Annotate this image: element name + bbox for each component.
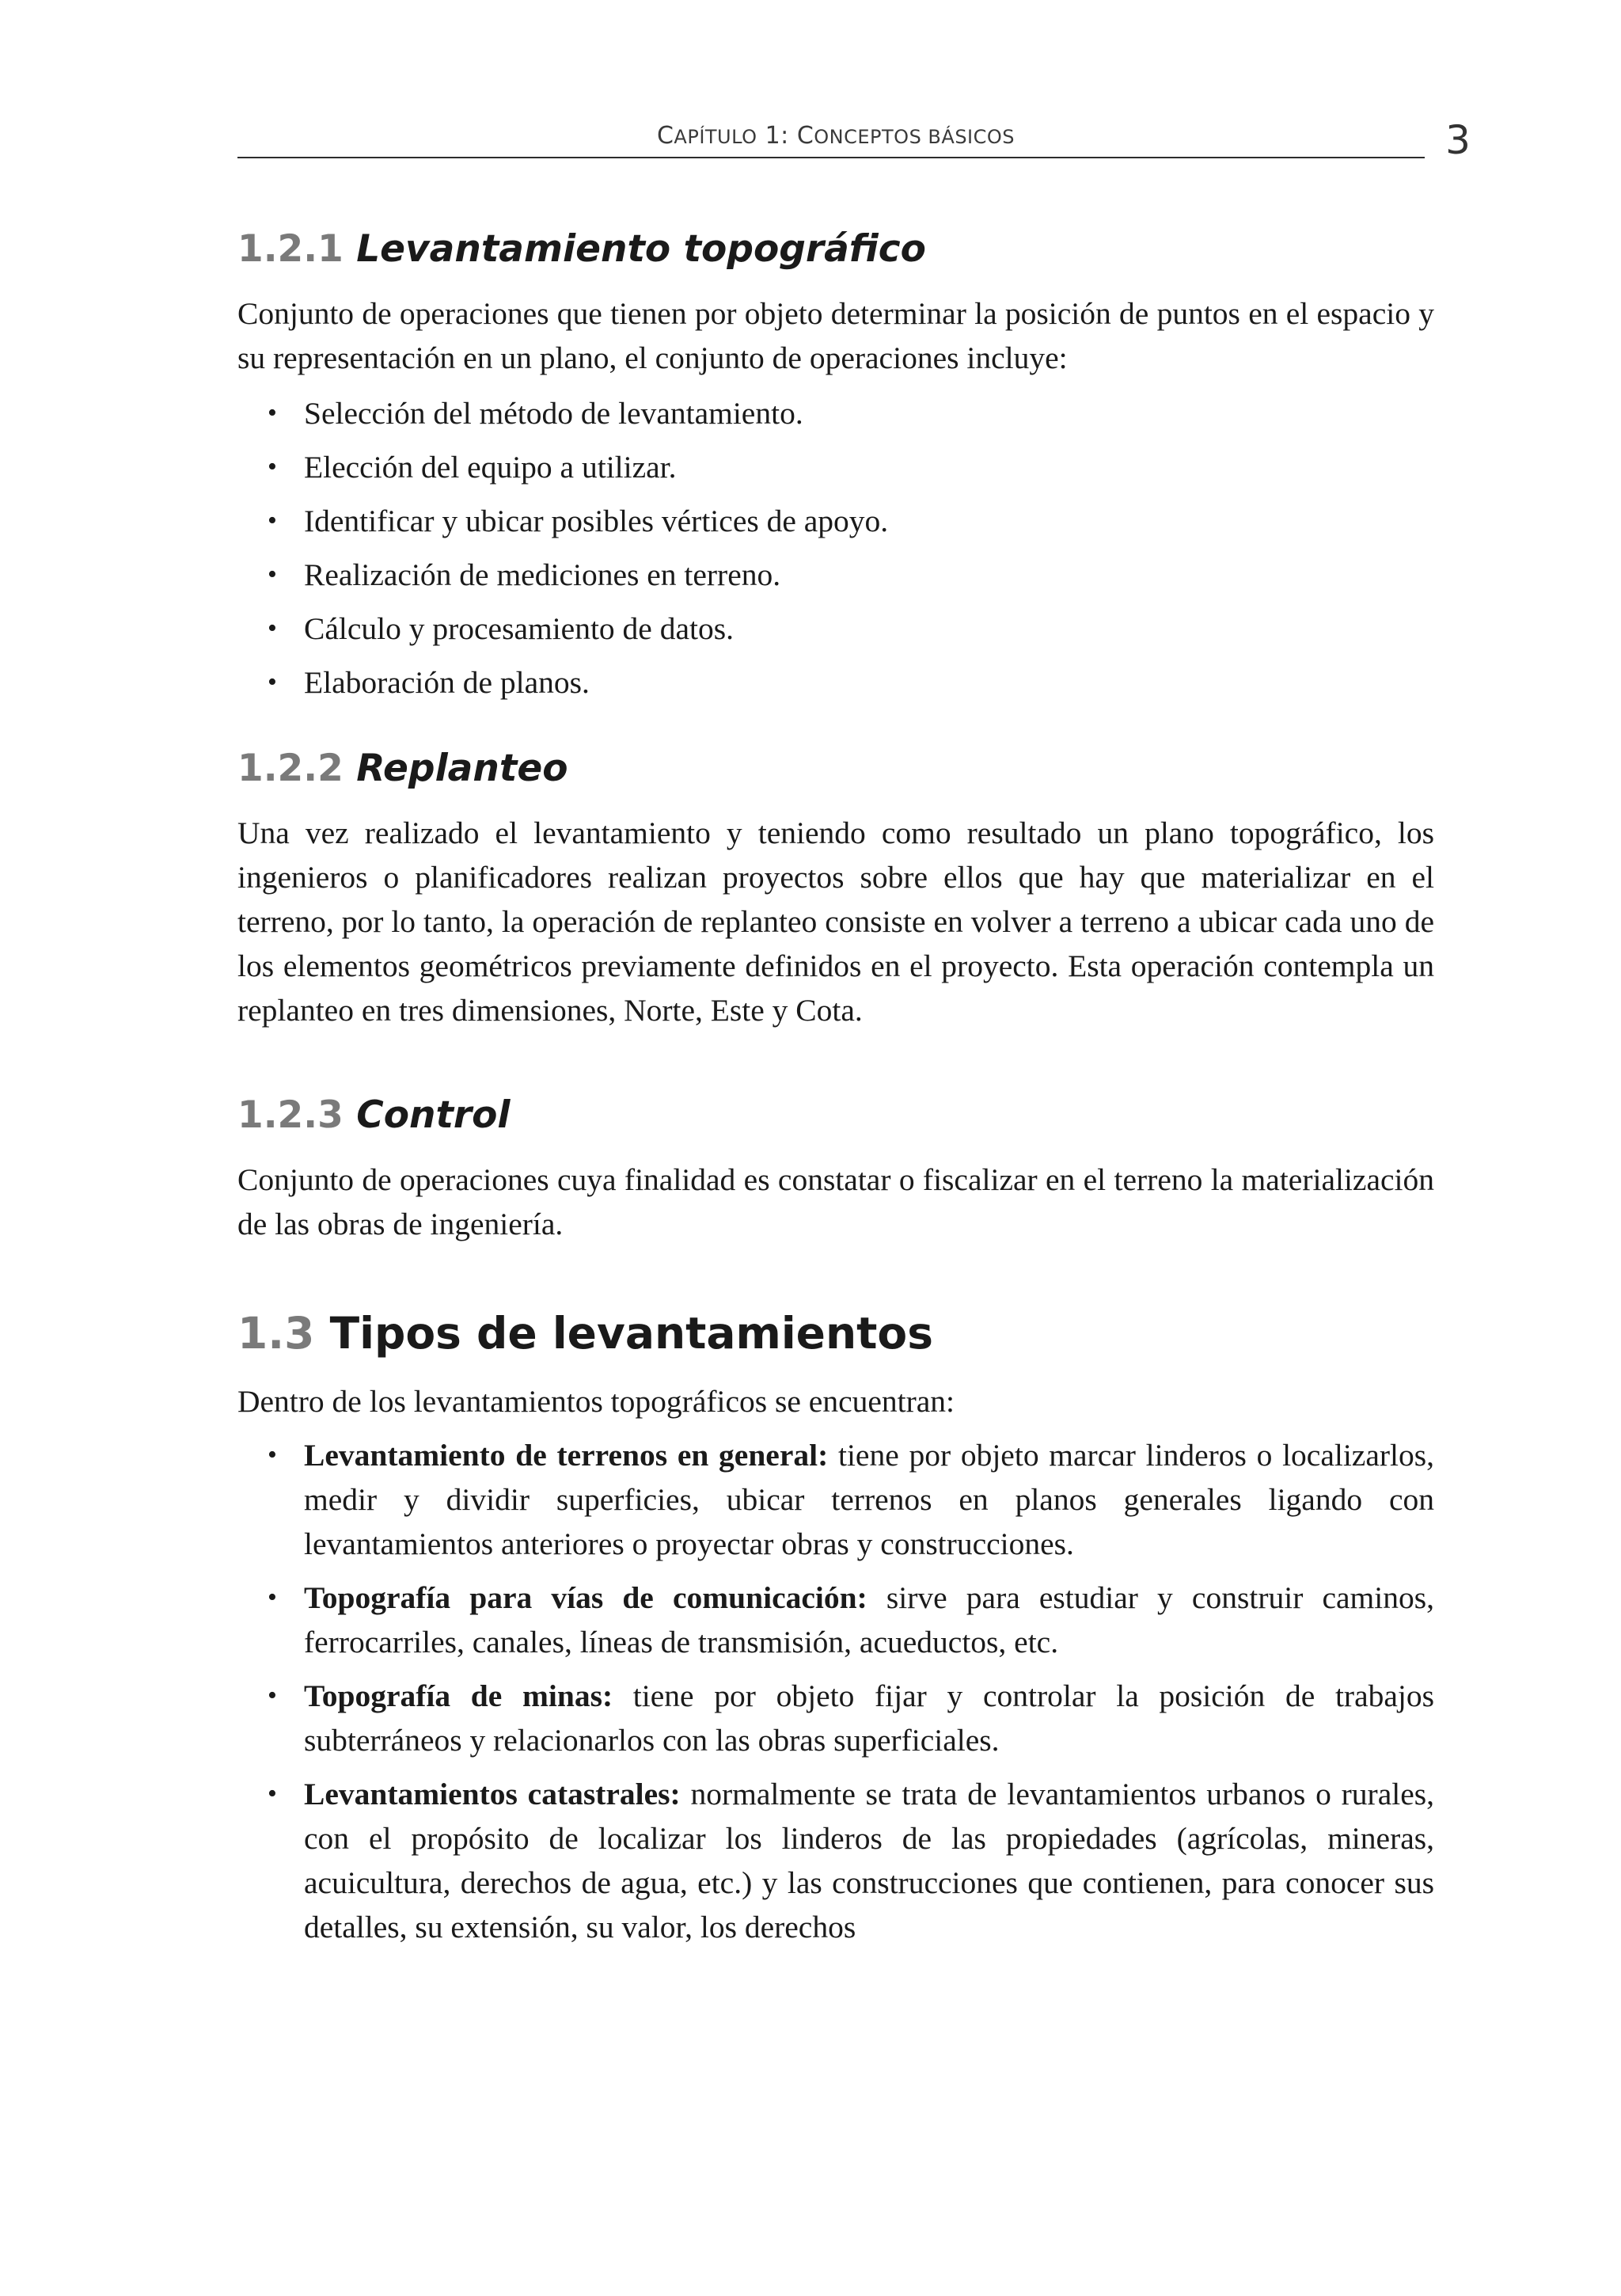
heading-control: 1.2.3 Control — [237, 1093, 511, 1137]
paragraph-replanteo: Una vez realizado el levantamiento y teniendo como resultado un plano topográfico, los ingenieros o planificadores realizan proyectos sobre ellos que hay que materializar en el terreno, por lo tanto, la operación de replanteo consiste en volver a terreno a ubicar cada uno de los elementos geométricos previamente definidos en el proyecto. Esta operación contempla un replanteo en tres dimensiones, Norte, Este y Cota. — [237, 815, 1434, 1028]
header-rule — [237, 157, 1425, 158]
paragraph-levantamiento-intro: Conjunto de operaciones que tienen por objeto determinar la posición de puntos en el espacio y su representación en un plano, el conjunto de operaciones incluye: — [237, 296, 1434, 375]
list-tipos-levantamientos — [237, 1433, 1434, 1949]
running-header — [237, 119, 1434, 160]
list-item: • Topografía de minas: tiene por objeto fijar y controlar la posición de trabajos subterráneos y relacionarlos con las obras superficiales. — [304, 1674, 1434, 1762]
paragraph-control: Conjunto de operaciones cuya finalidad es constatar o fiscalizar en el terreno la materialización de las obras de ingeniería. — [237, 1162, 1434, 1241]
page-number: 3 — [1445, 117, 1471, 163]
heading-replanteo: 1.2.2 Replanteo — [237, 747, 568, 790]
list-levantamiento-operaciones — [237, 386, 1434, 709]
running-header-title: CAPÍTULO 1: CONCEPTOS BÁSICOS — [656, 122, 1015, 150]
list-item: • Elaboración de planos. — [304, 656, 1434, 709]
list-item: • Identificar y ubicar posibles vértices de apoyo. — [304, 494, 1434, 548]
list-item: • Levantamientos catastrales: normalmente se trata de levantamientos urbanos o rurales, con el propósito de localizar los linderos de las propiedades (agrícolas, mineras, acuicultura, derechos de agua, etc.) y las construcciones que contienen, para conocer sus detalles, su extensión, su valor, los derechos — [304, 1772, 1434, 1949]
heading-tipos-de-levantamientos: 1.3 Tipos de levantamientos — [237, 1308, 933, 1359]
list-item: • Selección del método de levantamiento. — [304, 386, 1434, 440]
paragraph-tipos-intro: Dentro de los levantamientos topográficos se encuentran: — [237, 1384, 955, 1419]
list-item: • Topografía para vías de comunicación: sirve para estudiar y construir caminos, ferrocarriles, canales, líneas de transmisión, acueductos, etc. — [304, 1576, 1434, 1664]
heading-levantamiento-topografico: 1.2.1 Levantamiento topográfico — [237, 227, 926, 271]
list-item: • Levantamiento de terrenos en general: tiene por objeto marcar linderos o localizarlos, medir y dividir superficies, ubicar terrenos en planos generales ligando con levantamientos anteriores o proyectar obras y construcciones. — [304, 1433, 1434, 1566]
page-content — [237, 222, 1434, 1959]
list-item: • Cálculo y procesamiento de datos. — [304, 602, 1434, 656]
list-item: • Elección del equipo a utilizar. — [304, 440, 1434, 494]
list-item: • Realización de mediciones en terreno. — [304, 548, 1434, 602]
